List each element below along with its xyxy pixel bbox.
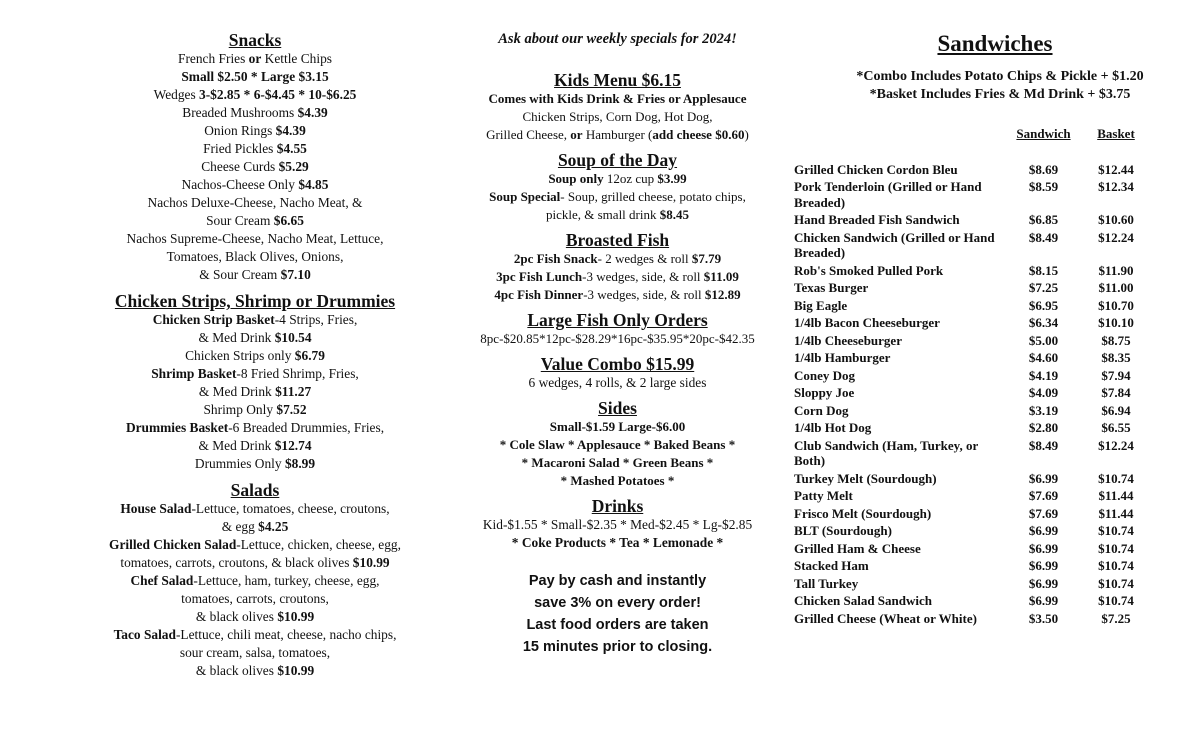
text-run: - Soup, grilled cheese, potato chips, bbox=[560, 189, 746, 204]
sandwich-row bbox=[790, 162, 1151, 180]
right-column bbox=[790, 30, 1200, 628]
text-run: -6 Breaded Drummies, Fries, bbox=[228, 420, 385, 435]
text-run: $4.39 bbox=[275, 123, 306, 138]
text-run: Cheese Curds bbox=[201, 159, 279, 174]
text-run: Soup Special bbox=[489, 189, 561, 204]
text-run: 6 wedges, 4 rolls, & 2 large sides bbox=[528, 375, 707, 390]
text-run: $5.29 bbox=[278, 159, 309, 174]
sandwich-price: $3.50 bbox=[1028, 610, 1059, 626]
basket-price: $10.74 bbox=[1098, 523, 1134, 538]
text-run: Grilled Chicken Salad bbox=[109, 537, 237, 552]
text-run: Wedges bbox=[153, 87, 200, 102]
sandwich-price: $2.80 bbox=[1028, 420, 1059, 435]
notice-line: Last food orders are taken bbox=[526, 617, 709, 633]
text-run: Drummies Basket bbox=[125, 420, 229, 435]
item-name: Rob's Smoked Pulled Pork bbox=[794, 262, 944, 278]
salads-line bbox=[60, 662, 450, 680]
text-run: sour cream, salsa, tomatoes, bbox=[179, 645, 331, 660]
item-name: Chicken Sandwich (Grilled or Hand Breaded) bbox=[794, 229, 995, 260]
basket-price: $6.94 bbox=[1101, 402, 1131, 418]
text-run: $7.10 bbox=[280, 267, 311, 282]
text-run: * Mashed Potatoes * bbox=[560, 473, 675, 488]
text-run: $4.39 bbox=[297, 105, 328, 120]
text-run: or bbox=[570, 127, 583, 142]
sandwich-row bbox=[790, 368, 1151, 386]
text-run: $12.89 bbox=[704, 287, 741, 302]
item-name: Pork Tenderloin (Grilled or Hand Breaded) bbox=[794, 179, 982, 210]
sandwich-row bbox=[790, 263, 1151, 281]
sandwich-price: $8.59 bbox=[1028, 179, 1059, 194]
text-run: Chicken Strips, Corn Dog, Hot Dog, bbox=[522, 109, 713, 124]
item-name: Patty Melt bbox=[794, 488, 853, 503]
text-run: $3.99 bbox=[657, 171, 687, 186]
text-run: $4.55 bbox=[276, 141, 307, 156]
value-combo-line bbox=[455, 374, 780, 392]
text-run: add cheese $0.60 bbox=[652, 127, 745, 142]
salads-lines bbox=[60, 500, 450, 680]
chicken-line bbox=[60, 419, 450, 437]
soup-line bbox=[455, 170, 780, 188]
sandwich-row bbox=[790, 593, 1151, 611]
chicken-title: Chicken Strips, Shrimp or Drummies bbox=[114, 291, 396, 311]
sandwich-row bbox=[790, 212, 1151, 230]
text-run: & Sour Cream bbox=[199, 267, 281, 282]
sandwich-table bbox=[790, 126, 1151, 628]
text-run: * Cole Slaw * Applesauce * Baked Beans * bbox=[499, 437, 736, 452]
item-name: Sloppy Joe bbox=[794, 385, 855, 400]
item-name: Texas Burger bbox=[794, 280, 869, 295]
value-combo-title: Value Combo $15.99 bbox=[540, 354, 695, 374]
sandwich-row bbox=[790, 576, 1151, 594]
text-run: Chicken Strip Basket bbox=[152, 312, 275, 327]
item-name: Big Eagle bbox=[794, 297, 848, 313]
text-run: -4 Strips, Fries, bbox=[274, 312, 358, 327]
text-run: $4.25 bbox=[258, 519, 289, 534]
text-run: $10.54 bbox=[274, 330, 312, 345]
text-run: & Med Drink bbox=[198, 330, 275, 345]
text-run: French Fries bbox=[178, 51, 249, 66]
kids-line bbox=[455, 126, 780, 144]
fish-line bbox=[455, 286, 780, 304]
salads-line bbox=[60, 572, 450, 590]
text-run: Small-$1.59 Large-$6.00 bbox=[549, 419, 686, 434]
sandwich-row bbox=[790, 541, 1151, 559]
basket-price: $11.90 bbox=[1098, 262, 1134, 278]
basket-price: $10.74 bbox=[1098, 540, 1134, 556]
text-run: Kettle Chips bbox=[261, 51, 332, 66]
sandwich-row bbox=[790, 333, 1151, 351]
salads-line bbox=[60, 500, 450, 518]
sandwich-rows bbox=[790, 162, 1151, 629]
col-basket-header: Basket bbox=[1097, 126, 1135, 141]
sandwich-row bbox=[790, 488, 1151, 506]
basket-price: $10.70 bbox=[1098, 297, 1134, 313]
basket-price: $10.74 bbox=[1098, 470, 1134, 486]
snacks-line bbox=[60, 230, 450, 248]
chicken-line bbox=[60, 401, 450, 419]
text-run: Chicken Strips only bbox=[185, 348, 295, 363]
sides-lines bbox=[455, 418, 780, 490]
text-run: $12.74 bbox=[274, 438, 312, 453]
item-name: Coney Dog bbox=[794, 367, 856, 383]
basket-price: $10.60 bbox=[1098, 212, 1134, 227]
snacks-lines bbox=[60, 50, 450, 284]
item-name: 1/4lb Cheeseburger bbox=[794, 332, 902, 348]
fish-lines bbox=[455, 250, 780, 304]
snacks-line bbox=[60, 194, 450, 212]
sandwich-row bbox=[790, 558, 1151, 576]
drinks-title: Drinks bbox=[591, 496, 644, 516]
salads-line bbox=[60, 644, 450, 662]
snacks-line bbox=[60, 248, 450, 266]
kids-lines bbox=[455, 90, 780, 144]
text-run: $10.99 bbox=[277, 609, 315, 624]
chicken-line bbox=[60, 347, 450, 365]
sandwich-price: $6.99 bbox=[1028, 593, 1059, 608]
text-run: Drummies Only bbox=[194, 456, 285, 471]
basket-price: $12.24 bbox=[1098, 437, 1134, 453]
snacks-line bbox=[60, 176, 450, 194]
sandwich-price: $6.99 bbox=[1028, 470, 1059, 486]
notice-line: save 3% on every order! bbox=[534, 595, 701, 611]
text-run: $11.27 bbox=[275, 384, 312, 399]
snacks-line bbox=[60, 50, 450, 68]
snacks-line bbox=[60, 68, 450, 86]
text-run: Fried Pickles bbox=[203, 141, 277, 156]
sandwich-price: $4.19 bbox=[1028, 367, 1059, 383]
value-combo-lines bbox=[455, 374, 780, 392]
fish-title: Broasted Fish bbox=[565, 230, 670, 250]
text-run: Nachos Deluxe-Cheese, Nacho Meat, & bbox=[147, 195, 363, 210]
text-run: $6.65 bbox=[273, 213, 304, 228]
sandwich-price: $7.25 bbox=[1028, 280, 1059, 295]
text-run: & Med Drink bbox=[198, 438, 275, 453]
sandwich-row bbox=[790, 298, 1151, 316]
sandwich-price: $4.09 bbox=[1028, 385, 1059, 400]
payment-notice bbox=[455, 570, 780, 658]
snacks-title: Snacks bbox=[228, 30, 282, 50]
snacks-line bbox=[60, 212, 450, 230]
sandwich-row bbox=[790, 611, 1151, 629]
text-run: -3 wedges, side, & roll bbox=[583, 287, 705, 302]
salads-line bbox=[60, 590, 450, 608]
basket-price: $7.25 bbox=[1101, 610, 1131, 626]
text-run: Breaded Mushrooms bbox=[182, 105, 298, 120]
text-run: 8pc-$20.85*12pc-$28.29*16pc-$35.95*20pc-$42.35 bbox=[480, 331, 755, 346]
sandwich-row bbox=[790, 403, 1151, 421]
text-run: & Med Drink bbox=[198, 384, 276, 399]
basket-price: $8.35 bbox=[1101, 350, 1131, 365]
basket-price: $12.34 bbox=[1098, 179, 1134, 194]
sandwich-price: $8.49 bbox=[1028, 229, 1059, 245]
basket-price: $10.74 bbox=[1098, 575, 1134, 591]
text-run: Onion Rings bbox=[204, 123, 276, 138]
kids-line bbox=[455, 90, 780, 108]
basket-price: $11.00 bbox=[1098, 280, 1134, 295]
sandwich-price: $6.85 bbox=[1028, 212, 1059, 227]
text-run: $8.99 bbox=[284, 456, 316, 471]
header-spacer bbox=[790, 126, 1006, 144]
item-name: BLT (Sourdough) bbox=[794, 523, 892, 538]
sandwich-row bbox=[790, 280, 1151, 298]
fish-line bbox=[455, 250, 780, 268]
sides-line bbox=[455, 472, 780, 490]
basket-price: $11.44 bbox=[1098, 488, 1134, 503]
salads-title: Salads bbox=[230, 480, 280, 500]
sandwich-row bbox=[790, 420, 1151, 438]
item-name: Corn Dog bbox=[794, 402, 849, 418]
text-run: Nachos Supreme-Cheese, Nacho Meat, Lettuce, bbox=[126, 231, 384, 246]
sandwich-price: $6.99 bbox=[1028, 523, 1059, 538]
text-run: $7.52 bbox=[276, 402, 307, 417]
text-run: -Lettuce, tomatoes, cheese, croutons, bbox=[191, 501, 390, 516]
sandwich-price: $6.99 bbox=[1028, 558, 1059, 573]
basket-note: *Basket Includes Fries & Md Drink + $3.75 bbox=[869, 87, 1131, 102]
text-run: 4pc Fish Dinner bbox=[494, 287, 584, 302]
text-run: -3 wedges, side, & roll bbox=[582, 269, 704, 284]
basket-price: $7.94 bbox=[1101, 367, 1131, 383]
notice-line: 15 minutes prior to closing. bbox=[522, 639, 713, 655]
sandwich-row bbox=[790, 506, 1151, 524]
chicken-lines bbox=[60, 311, 450, 473]
basket-price: $8.75 bbox=[1101, 332, 1131, 348]
text-run: tomatoes, carrots, croutons, bbox=[181, 591, 329, 606]
sandwich-row bbox=[790, 438, 1151, 471]
text-run: & egg bbox=[221, 519, 259, 534]
text-run: House Salad bbox=[120, 501, 192, 516]
text-run: $8.45 bbox=[659, 207, 689, 222]
text-run: Chef Salad bbox=[130, 573, 194, 588]
large-fish-line bbox=[455, 330, 780, 348]
soup-line bbox=[455, 206, 780, 224]
sandwiches-title: Sandwiches bbox=[937, 31, 1053, 56]
item-name: Grilled Chicken Cordon Bleu bbox=[794, 161, 958, 177]
text-run: & black olives bbox=[195, 609, 278, 624]
snacks-line bbox=[60, 86, 450, 104]
item-name: Grilled Cheese (Wheat or White) bbox=[794, 610, 977, 626]
sandwich-price: $8.69 bbox=[1028, 161, 1059, 177]
text-run: $4.85 bbox=[298, 177, 329, 192]
item-name: Grilled Ham & Cheese bbox=[794, 540, 921, 556]
sandwich-price: $6.99 bbox=[1028, 575, 1059, 591]
snacks-line bbox=[60, 266, 450, 284]
snacks-line bbox=[60, 158, 450, 176]
item-name: 1/4lb Hot Dog bbox=[794, 420, 872, 435]
item-name: Stacked Ham bbox=[794, 558, 869, 573]
text-run: pickle, & small drink bbox=[546, 207, 660, 222]
text-run: -Lettuce, chicken, cheese, egg, bbox=[236, 537, 401, 552]
chicken-line bbox=[60, 329, 450, 347]
text-run: $10.99 bbox=[277, 663, 315, 678]
sides-line bbox=[455, 436, 780, 454]
salads-line bbox=[60, 518, 450, 536]
drinks-lines bbox=[455, 516, 780, 552]
sides-line bbox=[455, 418, 780, 436]
sandwich-price: $7.69 bbox=[1028, 488, 1059, 503]
text-run: -Lettuce, chili meat, cheese, nacho chips, bbox=[175, 627, 397, 642]
sandwich-price: $8.49 bbox=[1028, 437, 1059, 453]
chicken-line bbox=[60, 311, 450, 329]
sandwich-price: $4.60 bbox=[1028, 350, 1059, 365]
basket-price: $10.74 bbox=[1098, 593, 1134, 608]
left-column bbox=[60, 30, 450, 680]
sandwich-price: $6.99 bbox=[1028, 540, 1059, 556]
combo-note: *Combo Includes Potato Chips & Pickle + $1.20 bbox=[856, 69, 1144, 84]
sandwich-row bbox=[790, 179, 1151, 212]
text-run: Grilled Cheese, bbox=[486, 127, 571, 142]
fish-line bbox=[455, 268, 780, 286]
sandwich-header-row bbox=[790, 126, 1151, 144]
kids-line bbox=[455, 108, 780, 126]
salads-line bbox=[60, 554, 450, 572]
drinks-line bbox=[455, 534, 780, 552]
item-name: Club Sandwich (Ham, Turkey, or Both) bbox=[794, 437, 978, 468]
text-run: 12oz cup bbox=[603, 171, 658, 186]
sandwich-price: $6.34 bbox=[1028, 315, 1059, 330]
text-run: * Macaroni Salad * Green Beans * bbox=[521, 455, 714, 470]
notice-line: Pay by cash and instantly bbox=[528, 573, 707, 589]
text-run: - 2 wedges & roll bbox=[597, 251, 692, 266]
sandwich-price: $5.00 bbox=[1028, 332, 1059, 348]
text-run: $10.99 bbox=[352, 555, 390, 570]
item-name: 1/4lb Hamburger bbox=[794, 350, 891, 365]
text-run: Shrimp Only bbox=[203, 402, 277, 417]
text-run: $11.09 bbox=[703, 269, 739, 284]
sandwich-price: $8.15 bbox=[1028, 262, 1059, 278]
basket-price: $6.55 bbox=[1101, 420, 1131, 435]
basket-price: $10.74 bbox=[1098, 558, 1134, 573]
text-run: tomatoes, carrots, croutons, & black olives bbox=[120, 555, 353, 570]
basket-price: $7.84 bbox=[1101, 385, 1131, 400]
item-name: Chicken Salad Sandwich bbox=[794, 593, 932, 608]
text-run: $7.79 bbox=[691, 251, 722, 266]
item-name: Frisco Melt (Sourdough) bbox=[794, 505, 932, 521]
chicken-line bbox=[60, 383, 450, 401]
text-run: Comes with Kids Drink & Fries or Applesauce bbox=[488, 91, 747, 106]
text-run: Soup only bbox=[548, 171, 604, 186]
salads-line bbox=[60, 626, 450, 644]
item-name: 1/4lb Bacon Cheeseburger bbox=[794, 315, 940, 330]
middle-column bbox=[455, 30, 780, 658]
text-run: Kid-$1.55 * Small-$2.35 * Med-$2.45 * Lg-$2.85 bbox=[482, 517, 753, 532]
basket-price: $12.24 bbox=[1098, 229, 1134, 245]
text-run: 2pc Fish Snack bbox=[513, 251, 598, 266]
chicken-line bbox=[60, 437, 450, 455]
sides-title: Sides bbox=[598, 398, 637, 418]
text-run: 3pc Fish Lunch bbox=[496, 269, 583, 284]
text-run: 3-$2.85 * 6-$4.45 * 10-$6.25 bbox=[199, 87, 357, 102]
sandwich-price: $3.19 bbox=[1028, 402, 1059, 418]
sides-line bbox=[455, 454, 780, 472]
snacks-line bbox=[60, 140, 450, 158]
soup-line bbox=[455, 188, 780, 206]
sandwich-row bbox=[790, 523, 1151, 541]
text-run: Sour Cream bbox=[206, 213, 274, 228]
text-run: & black olives bbox=[195, 663, 278, 678]
text-run: Tomatoes, Black Olives, Onions, bbox=[166, 249, 344, 264]
text-run: Shrimp Basket bbox=[151, 366, 237, 381]
sandwich-price: $7.69 bbox=[1028, 505, 1059, 521]
item-name: Hand Breaded Fish Sandwich bbox=[794, 212, 960, 227]
sandwich-row bbox=[790, 230, 1151, 263]
salads-line bbox=[60, 536, 450, 554]
kids-title: Kids Menu $6.15 bbox=[554, 70, 681, 90]
text-run: or bbox=[248, 51, 262, 66]
sandwich-row bbox=[790, 471, 1151, 489]
chicken-line bbox=[60, 455, 450, 473]
sandwich-row bbox=[790, 315, 1151, 333]
basket-price: $10.10 bbox=[1098, 315, 1134, 330]
soup-lines bbox=[455, 170, 780, 224]
drinks-line bbox=[455, 516, 780, 534]
text-run: -8 Fried Shrimp, Fries, bbox=[236, 366, 359, 381]
item-name: Tall Turkey bbox=[794, 575, 859, 591]
text-run: $6.79 bbox=[294, 348, 325, 363]
large-fish-title: Large Fish Only Orders bbox=[527, 310, 708, 330]
sandwich-row bbox=[790, 350, 1151, 368]
text-run: * Coke Products * Tea * Lemonade * bbox=[511, 535, 724, 550]
salads-line bbox=[60, 608, 450, 626]
soup-title: Soup of the Day bbox=[557, 150, 678, 170]
sandwich-price: $6.95 bbox=[1028, 297, 1059, 313]
text-run: Taco Salad bbox=[113, 627, 176, 642]
col-sandwich-header: Sandwich bbox=[1016, 126, 1071, 141]
text-run: -Lettuce, ham, turkey, cheese, egg, bbox=[193, 573, 380, 588]
sandwich-row bbox=[790, 385, 1151, 403]
text-run: ) bbox=[744, 127, 749, 142]
specials-banner: Ask about our weekly specials for 2024! bbox=[498, 31, 737, 47]
basket-price: $12.44 bbox=[1098, 161, 1134, 177]
snacks-line bbox=[60, 104, 450, 122]
text-run: Nachos-Cheese Only bbox=[181, 177, 299, 192]
text-run: Small $2.50 * Large $3.15 bbox=[181, 69, 329, 84]
large-fish-lines bbox=[455, 330, 780, 348]
text-run: Hamburger ( bbox=[582, 127, 653, 142]
chicken-line bbox=[60, 365, 450, 383]
basket-price: $11.44 bbox=[1098, 505, 1134, 521]
item-name: Turkey Melt (Sourdough) bbox=[794, 470, 937, 486]
snacks-line bbox=[60, 122, 450, 140]
